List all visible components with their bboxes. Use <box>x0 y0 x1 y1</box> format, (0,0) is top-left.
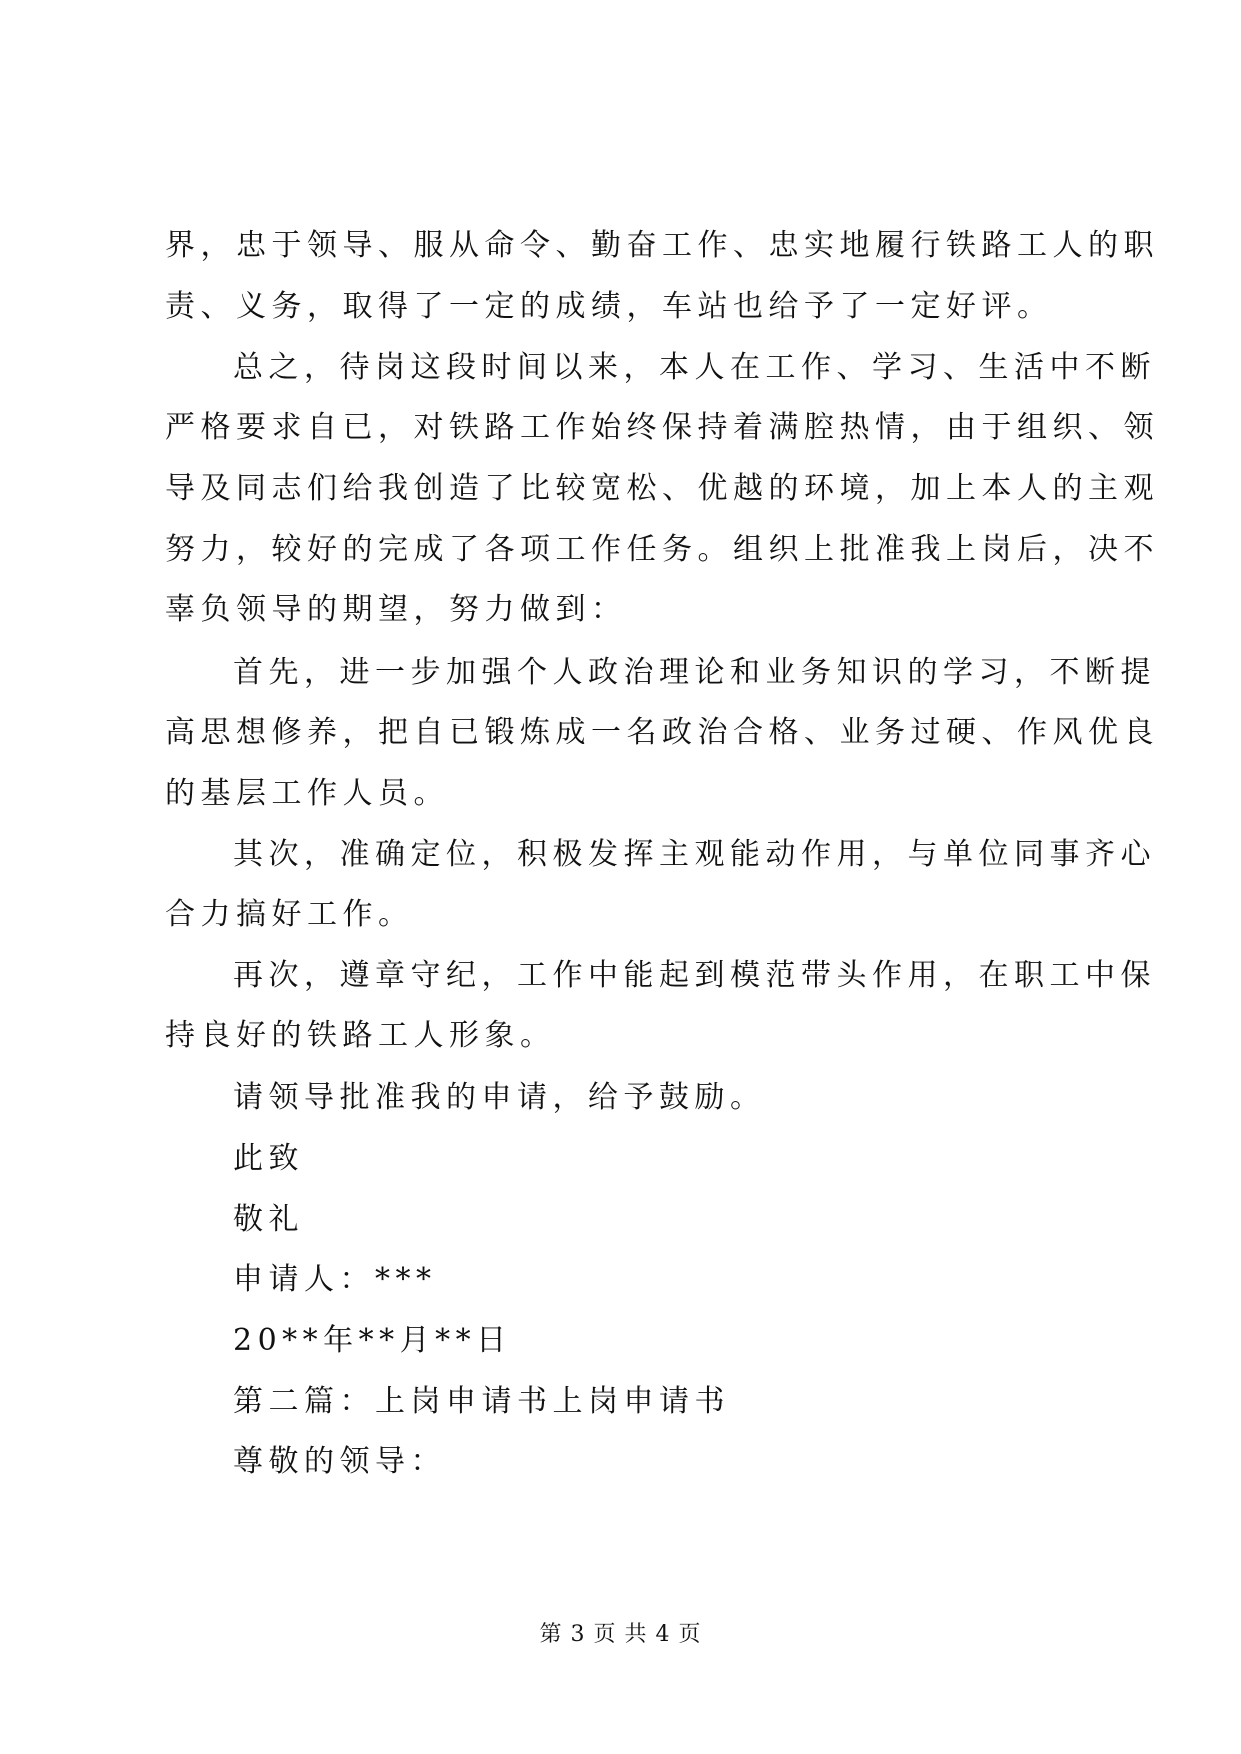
section-heading: 第二篇：上岗申请书上岗申请书 <box>233 1384 730 1419</box>
text-line: 责、义务，取得了一定的成绩，车站也给予了一定好评。 <box>165 289 1053 324</box>
text-line: 导及同志们给我创造了比较宽松、优越的环境，加上本人的主观 <box>165 471 1159 506</box>
paragraph-start: 其次，准确定位，积极发挥主观能动作用，与单位同事齐心 <box>233 837 1156 872</box>
paragraph-start: 再次，遵章守纪，工作中能起到模范带头作用，在职工中保 <box>233 958 1156 993</box>
paragraph-start: 首先，进一步加强个人政治理论和业务知识的学习，不断提 <box>233 655 1156 690</box>
applicant-signature: 申请人：*** <box>233 1262 437 1297</box>
text-line: 持良好的铁路工人形象。 <box>165 1018 556 1053</box>
text-line: 的基层工作人员。 <box>165 776 449 811</box>
page-number-footer: 第 3 页 共 4 页 <box>539 1622 702 1647</box>
paragraph-start: 总之，待岗这段时间以来，本人在工作、学习、生活中不断 <box>233 350 1156 385</box>
closing-request: 请领导批准我的申请，给予鼓励。 <box>233 1080 766 1115</box>
text-line: 界，忠于领导、服从命令、勤奋工作、忠实地履行铁路工人的职 <box>165 228 1159 263</box>
text-line: 努力，较好的完成了各项工作任务。组织上批准我上岗后，决不 <box>165 532 1159 567</box>
text-line: 高思想修养，把自已锻炼成一名政治合格、业务过硬、作风优良 <box>165 715 1159 750</box>
text-line: 严格要求自已，对铁路工作始终保持着满腔热情，由于组织、领 <box>165 410 1159 445</box>
text-line: 辜负领导的期望，努力做到： <box>165 592 627 627</box>
date-line: 20**年**月**日 <box>233 1323 512 1358</box>
salutation-jingli: 敬礼 <box>233 1202 304 1237</box>
greeting-line: 尊敬的领导： <box>233 1444 446 1479</box>
salutation-cizhi: 此致 <box>233 1141 304 1176</box>
text-line: 合力搞好工作。 <box>165 897 414 932</box>
